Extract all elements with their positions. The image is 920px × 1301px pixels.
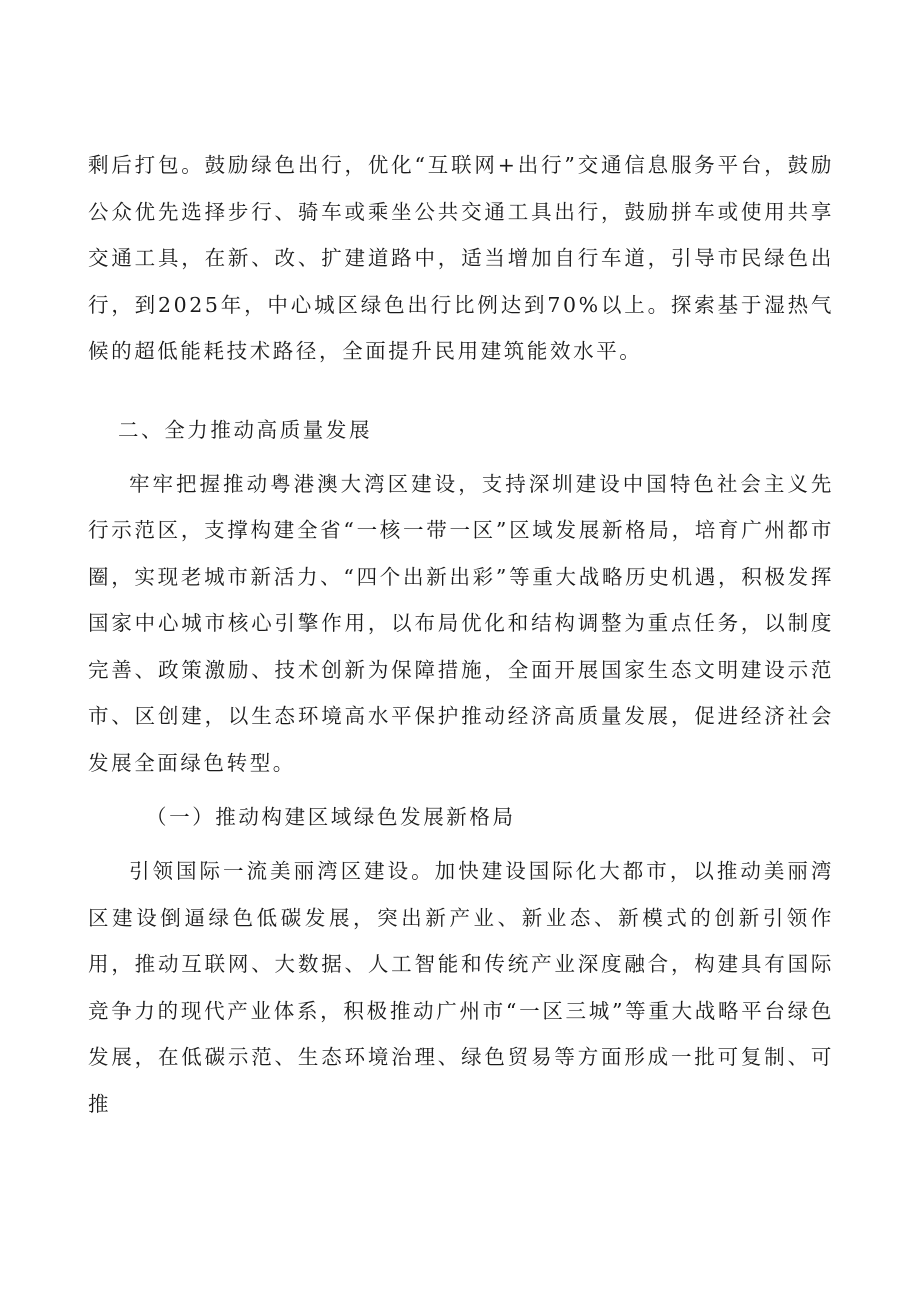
subsection-heading-regional-green-development: （一）推动构建区域绿色发展新格局 — [146, 805, 516, 829]
paragraph-beautiful-bay-area: 引领国际一流美丽湾区建设。加快建设国际化大都市，以推动美丽湾区建设倒逼绿色低碳发展，突出新产业、新业态、新模式的创新引领作用，推动互联网、大数据、人工智能和传统产业深度融合，构建具有国际竞争力的现代产业体系，积极推动广州市“一区三城”等重大战略平台绿色发展，在低碳示范、生态环境治理、绿色贸易等方面形成一批可复制、可推 — [88, 859, 834, 1116]
paragraph-green-travel: 剩后打包。鼓励绿色出行，优化“互联网+出行”交通信息服务平台，鼓励公众优先选择步行、骑车或乘坐公共交通工具出行，鼓励拼车或使用共享交通工具，在新、改、扩建道路中，适当增加自行车道，引导市民绿色出行，到2025年，中心城区绿色出行比例达到70%以上。探索基于湿热气候的超低能耗技术路径，全面提升民用建筑能效水平。 — [88, 153, 834, 363]
document-body — [88, 142, 834, 1127]
paragraph-spacer — [88, 375, 834, 399]
section-heading-high-quality-development: 二、全力推动高质量发展 — [118, 417, 373, 442]
paragraph-strategic-opportunity: 牢牢把握推动粤港澳大湾区建设，支持深圳建设中国特色社会主义先行示范区，支撑构建全省“一核一带一区”区域发展新格局，培育广州都市圈，实现老城市新活力、“四个出新出彩”等重大战略历史机遇，积极发挥国家中心城市核心引擎作用，以布局优化和结构调整为重点任务，以制度完善、政策激励、技术创新为保障措施，全面开展国家生态文明建设示范市、区创建，以生态环境高水平保护推动经济高质量发展，促进经济社会发展全面绿色转型。 — [88, 471, 834, 775]
